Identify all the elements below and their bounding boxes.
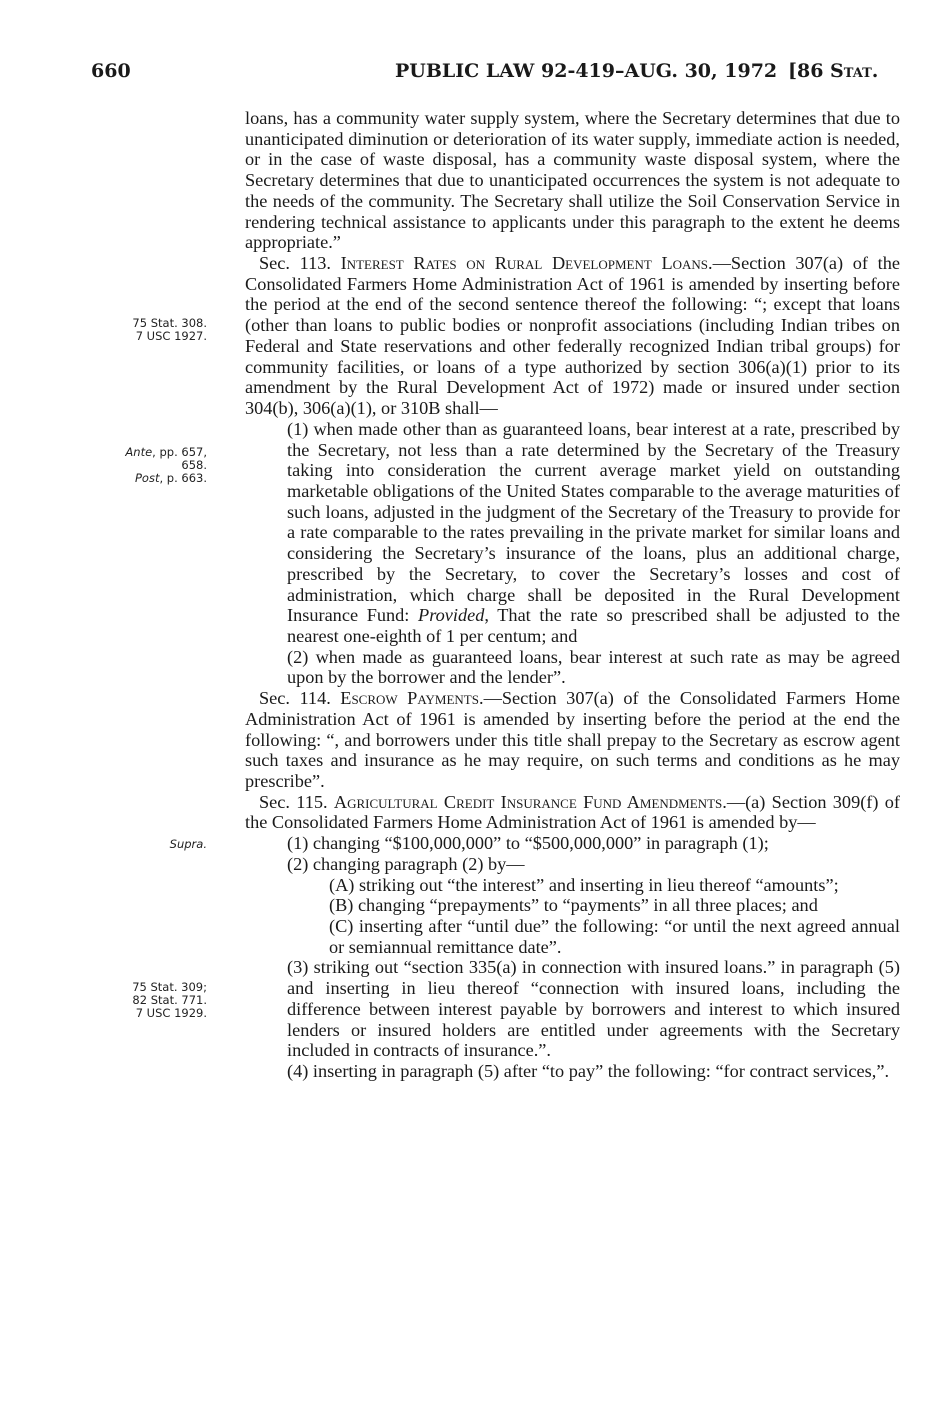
section-115-item-4: (4) inserting in paragraph (5) after “to pay” the following: “for contract services,”.: [287, 1061, 890, 1082]
margin-note-1: 75 Stat. 308. 7 USC 1927.: [132, 316, 207, 343]
section-115-item-2: (2) changing paragraph (2) by—: [287, 853, 525, 874]
section-114: Sec. 114. Escrow Payments.—Section 307(a) of the Consolidated Farmers Home Administration Act of 1961 is amended by inserting before the period at the end the following: “, and borrowers under this title shall prepay to the Secretary as escrow agent such taxes and insurance as he may require, on such terms and conditions as he may prescribe”.: [245, 688, 900, 791]
statute-volume: [86 Stat.: [788, 60, 879, 82]
section-115-item-3: (3) striking out “section 335(a) in connection with insured loans.” in paragraph (5) and inserting in lieu thereof “connection with insured loans, including the difference between interest payable by borrowers and interest to which insured lenders or insured holders are entitled under agreements with the Secretary included in contracts of insurance.”.: [287, 957, 900, 1061]
section-115: Sec. 115. Agricultural Credit Insurance Fund Amendments.—(a) Section 309(f) of the Consolidated Farmers Home Administration Act of 1961 is amended by—: [245, 791, 900, 833]
section-115-item-1: (1) changing “$100,000,000” to “$500,000,000” in paragraph (1);: [287, 833, 769, 854]
section-115-item-2C: (C) inserting after “until due” the following: “or until the next agreed annual or semiannual remittance date”.: [329, 916, 900, 957]
section-113-heading: Interest Rates on Rural Development Loans.: [340, 253, 713, 274]
margin-note-4: 75 Stat. 309; 82 Stat. 771. 7 USC 1929.: [132, 980, 207, 1020]
margin-note-3: Supra.: [169, 837, 207, 851]
section-113: Sec. 113. Interest Rates on Rural Development Loans.—Section 307(a) of the Consolidated Farmers Home Administration Act of 1961 is amended by inserting before the period at the end of the second sentence thereof the following: “; except that loans (other than loans to public bodies or nonprofit associations (including Indian tribes on Federal and State reservations and other federally recognized Indian tribal groups) for community facilities, or loans of a type authorized by section 306(a)(1) prior to its amendment by the Rural Development Act of 1972) made or insured under section 304(b), 306(a)(1), or 310B shall—: [245, 253, 900, 419]
section-113-item-2: (2) when made as guaranteed loans, bear interest at such rate as may be agreed upon by the borrower and the lender”.: [287, 646, 900, 688]
section-115-heading: Agricultural Credit Insurance Fund Amendments.: [333, 791, 727, 812]
statute-body: [245, 108, 900, 1082]
section-115-item-2A: (A) striking out “the interest” and inserting in lieu thereof “amounts”;: [329, 874, 839, 895]
section-114-heading: Escrow Payments.: [340, 688, 484, 709]
page-number: 660: [91, 60, 131, 82]
running-title: PUBLIC LAW 92-419–AUG. 30, 1972: [395, 60, 778, 82]
section-115-item-2B: (B) changing “prepayments” to “payments” in all three places; and: [329, 895, 818, 916]
section-113-item-1: (1) when made other than as guaranteed loans, bear interest at a rate, prescribed by the Secretary, not less than a rate determined by the Secretary of the Treasury taking into consideration the current average market yield on outstanding marketable obligations of the United States comparable to the average maturities of such loans, adjusted in the judgment of the Secretary of the Treasury to provide for a rate comparable to the rates prevailing in the private market for similar loans and considering the Secretary’s insurance of the loans, plus an additional charge, prescribed by the Secretary, to cover the Secretary’s losses and cost of administration, which charge shall be deposited in the Rural Development Insurance Fund: Provided, That the rate so prescribed shall be adjusted to the nearest one-eighth of 1 per centum; and: [287, 418, 900, 646]
paragraph-continued: loans, has a community water supply system, where the Secretary determines that due to unanticipated diminution or deterioration of its water supply, immediate action is needed, or in the case of waste disposal, has a community waste disposal system, where the Secretary determines that due to unanticipated occurrences the system is not adequate to the needs of the community. The Secretary shall utilize the Soil Conservation Service in rendering technical assistance to applicants under this paragraph to the extent he deems appropriate.”: [245, 108, 900, 253]
margin-note-2: Ante, pp. 657, 658. Post, p. 663.: [125, 445, 207, 485]
